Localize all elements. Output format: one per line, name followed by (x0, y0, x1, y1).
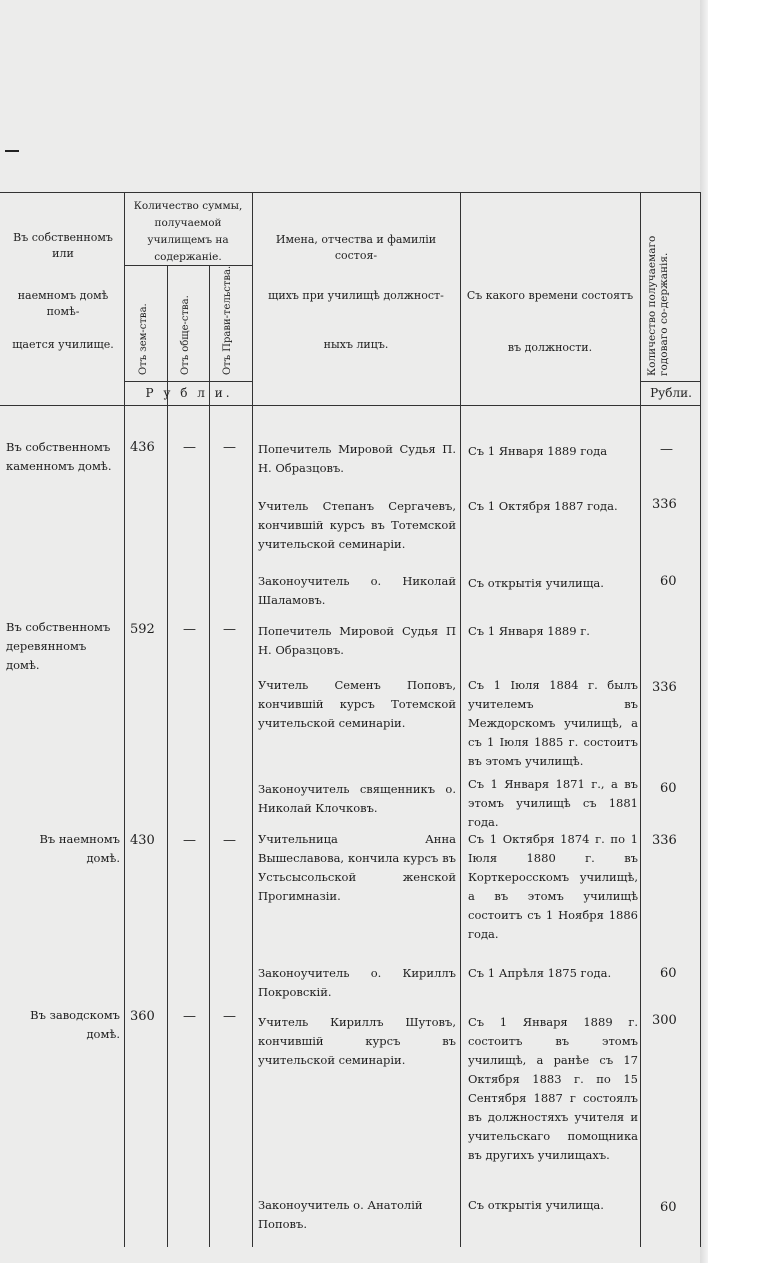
person-6-since: Съ 1 Января 1871 г., а въ этомъ училищѣ съ 1881 года. (468, 777, 638, 829)
header-salary-unit: Рубли. (650, 386, 692, 400)
person-2-salary: 336 (652, 497, 677, 512)
col-divider-7 (700, 192, 701, 1247)
header-funding-unit: Р у б л и. (145, 386, 233, 400)
person-9-name: Учитель Кириллъ Шутовъ, кончившій курсъ въ учительской семинаріи. (258, 1015, 456, 1067)
person-8-name: Законоучитель о. Кириллъ Покровскій. (258, 966, 456, 999)
person-6-salary: 60 (660, 781, 677, 796)
header-funding-zemstvo: Отъ зем-ства. (138, 303, 149, 375)
header-persons-line3: ныхъ лицъ. (323, 338, 389, 351)
person-8-since: Съ 1 Апрѣля 1875 года. (468, 966, 612, 980)
col-divider-1 (124, 192, 125, 1247)
margin-strip (708, 0, 774, 1263)
person-1-name: Попечитель Мировой Судья П. Н. Образцовъ. (258, 442, 456, 475)
school-2-gov: — (223, 622, 236, 637)
school-3-gov: — (223, 833, 236, 848)
person-7-since: Съ 1 Октября 1874 г. по 1 Іюля 1880 г. въ Корткеросскомъ училищѣ, а въ этомъ училищѣ состоитъ съ 1 Ноября 1886 года. (468, 832, 638, 941)
person-1-since: Съ 1 Января 1889 года (468, 444, 608, 458)
person-6-name: Законоучитель священникъ о. Николай Клочковъ. (258, 782, 456, 815)
person-9-salary: 300 (652, 1013, 677, 1028)
school-3-premises: Въ наемномъ домѣ. (39, 832, 120, 865)
school-2-premises: Въ собственномъ деревянномъ домѣ. (6, 620, 111, 672)
header-funding-gov: Отъ Прави-тельства. (222, 265, 233, 375)
page-mark-dash (5, 150, 19, 152)
header-salary-title: Количество получаемаго годоваго со-держанія. (646, 235, 670, 376)
header-premises-line3: щается училище. (12, 338, 114, 351)
person-8-salary: 60 (660, 966, 677, 981)
header-persons-line1: Имена, отчества и фамиліи состоя- (275, 233, 437, 262)
col-divider-4 (252, 192, 253, 1247)
school-3-society: — (183, 833, 196, 848)
school-4-zemstvo: 360 (130, 1009, 155, 1024)
col-divider-2 (167, 265, 168, 1247)
school-2-zemstvo: 592 (130, 622, 155, 637)
person-2-since: Съ 1 Октября 1887 года. (468, 499, 618, 513)
header-since-line2: въ должности. (507, 341, 593, 354)
person-10-name: Законоучитель о. Анатолій Поповъ. (258, 1198, 423, 1231)
person-3-name: Законоучитель о. Николай Шаламовъ. (258, 574, 456, 607)
person-4-name: Попечитель Мировой Судья П Н. Образцовъ. (258, 624, 456, 657)
header-funding-society: Отъ обще-ства. (180, 295, 191, 375)
school-2-society: — (183, 622, 196, 637)
school-4-society: — (183, 1009, 196, 1024)
person-2-name: Учитель Степанъ Сергачевъ, кончившій курсъ въ Тотемской учительской семинаріи. (258, 499, 456, 551)
header-premises-line2: наемномъ домѣ помѣ- (17, 289, 109, 318)
person-7-name: Учительница Анна Вышеславова, кончила курсъ въ Устьсысольской женской Прогимназіи. (258, 832, 456, 903)
person-10-salary: 60 (660, 1200, 677, 1215)
page-edge-shadow (700, 0, 708, 1263)
col-divider-6 (640, 192, 641, 1247)
school-1-premises: Въ собственномъ каменномъ домѣ. (6, 440, 112, 473)
person-9-since: Съ 1 Января 1889 г. состоитъ въ этомъ училищѣ, а ранѣе съ 17 Октября 1883 г. по 15 Сентября 1887 г состоялъ въ должностяхъ учителя и учительскаго помощника въ другихъ училищахъ. (468, 1015, 638, 1162)
person-5-salary: 336 (652, 680, 677, 695)
header-bottom-rule (0, 405, 700, 406)
person-4-since: Съ 1 Января 1889 г. (468, 624, 590, 638)
header-funding-title: Количество суммы, получаемой училищемъ на содержаніе. (133, 200, 243, 263)
funding-unit-rule (124, 381, 252, 382)
school-1-gov: — (223, 440, 236, 455)
school-1-society: — (183, 440, 196, 455)
person-3-salary: 60 (660, 574, 677, 589)
header-persons-line2: щихъ при училищѣ должност- (268, 289, 444, 302)
school-4-gov: — (223, 1009, 236, 1024)
person-5-since: Съ 1 Іюля 1884 г. былъ учителемъ въ Междорскомъ училищѣ, а съ 1 Іюля 1885 г. состоитъ въ этомъ училищѣ. (468, 678, 638, 768)
header-since-line1: Съ какого времени состоятъ (466, 289, 634, 302)
school-1-zemstvo: 436 (130, 440, 155, 455)
col-divider-3 (209, 265, 210, 1247)
person-3-since: Съ открытія училища. (468, 576, 604, 590)
table-top-rule (0, 192, 700, 193)
school-3-zemstvo: 430 (130, 833, 155, 848)
salary-unit-rule (640, 381, 700, 382)
col-divider-5 (460, 192, 461, 1247)
person-5-name: Учитель Семенъ Поповъ, кончившій курсъ Тотемской учительской семинаріи. (258, 678, 456, 730)
person-1-salary: — (660, 442, 673, 457)
school-4-premises: Въ заводскомъ домѣ. (30, 1008, 120, 1041)
person-10-since: Съ открытія училища. (468, 1198, 604, 1212)
person-7-salary: 336 (652, 833, 677, 848)
header-premises-line1: Въ собственномъ или (13, 231, 113, 260)
